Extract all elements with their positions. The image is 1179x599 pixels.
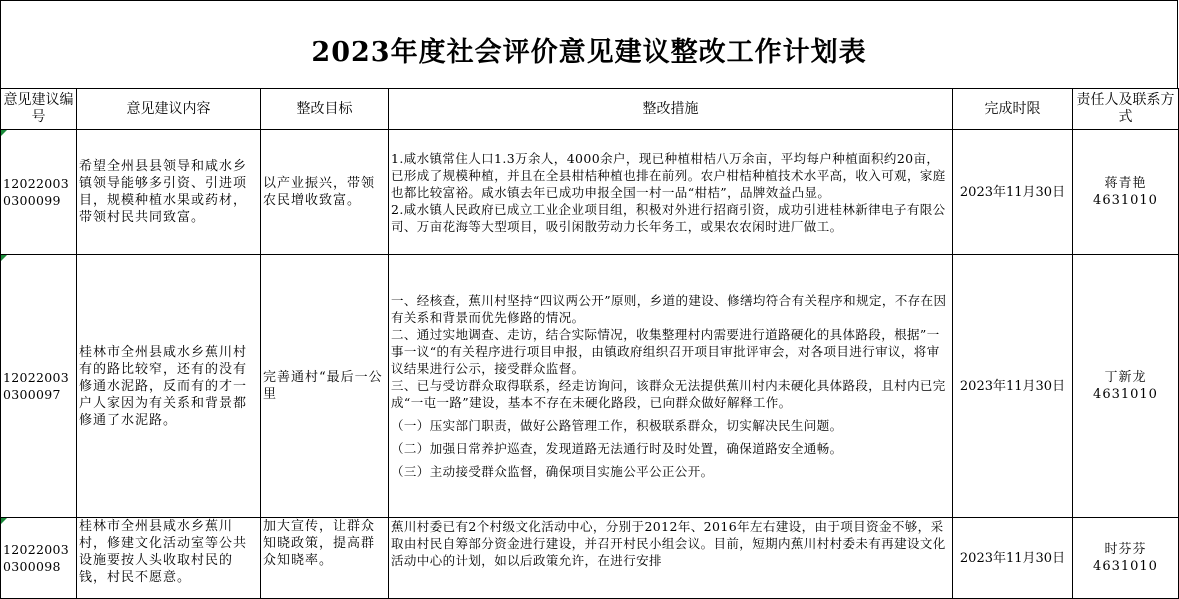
- cell-deadline[interactable]: 2023年11月30日: [953, 255, 1073, 518]
- cell-marker: [1, 255, 7, 261]
- measure-text: 2.咸水镇人民政府已成立工业企业项目组，积极对外进行招商引资，成功引进桂林新律电子有限公司、万亩花海等大型项目，吸引闲散劳动力长年务工，或果农农闲时进厂做工。: [391, 201, 946, 234]
- cell-responsible[interactable]: [1073, 518, 1179, 599]
- table-row: [1, 518, 1179, 599]
- table-row: [1, 130, 1179, 255]
- person-name: 蒋青艳: [1104, 176, 1147, 191]
- cell-goal[interactable]: 以产业振兴，带领农民增收致富。: [261, 130, 389, 255]
- suggestion-id: 120220030300099: [3, 176, 70, 208]
- cell-content[interactable]: 希望全州县县领导和咸水乡镇领导能够多引资、引进项目，规模种植水果或药材，带领村民共同致富。: [77, 130, 261, 255]
- cell-measures[interactable]: [389, 255, 953, 518]
- cell-responsible[interactable]: [1073, 130, 1179, 255]
- header-content[interactable]: 意见建议内容: [77, 89, 261, 130]
- measure-text: 蕉川村委已有2个村级文化活动中心，分别于2012年、2016年左右建设，由于项目资金不够，采取由村民自筹部分资金进行建设，并召开村民小组会议。目前，短期内蕉川村村委未有再建设文化活动中心的计划，如以后政策允许，在进行安排: [391, 519, 946, 568]
- suggestion-id: 120220030300097: [3, 370, 70, 402]
- cell-responsible[interactable]: [1073, 255, 1179, 518]
- title-cell[interactable]: [0, 0, 1178, 89]
- cell-goal[interactable]: 完善通村“最后一公里: [261, 255, 389, 518]
- person-name: 时芬芬: [1104, 542, 1147, 557]
- plan-table: [0, 88, 1179, 599]
- person-phone: 4631010: [1093, 193, 1158, 208]
- table-row: [1, 255, 1179, 518]
- page-title: 2023年度社会评价意见建议整改工作计划表: [311, 37, 867, 68]
- cell-measures[interactable]: [389, 130, 953, 255]
- header-deadline[interactable]: 完成时限: [953, 89, 1073, 130]
- cell-content[interactable]: 桂林市全州县咸水乡蕉川村有的路比较窄，还有的没有修通水泥路，反而有的才一户人家因为有关系和背景都修通了水泥路。: [77, 255, 261, 518]
- measure-text: 1.咸水镇常住人口1.3万余人，4000余户，现已种植柑桔八万余亩，平均每户种植面积约20亩，已形成了规模种植，并且在全县柑桔种植也排在前列。农户柑桔种植技术水平高，收入可观，家庭也都比较富裕。咸水镇去年已成功申报全国一村一品“柑桔”，品牌效益凸显。: [391, 150, 946, 200]
- cell-id[interactable]: [1, 518, 77, 599]
- header-goal[interactable]: 整改目标: [261, 89, 389, 130]
- measure-text: 三、已与受访群众取得联系，经走访询问，该群众无法提供蕉川村内未硬化具体路段，且村内已完成“一屯一路”建设，基本不存在未硬化路段，已向群众做好解释工作。: [391, 378, 946, 410]
- header-id[interactable]: 意见建议编号: [1, 89, 77, 130]
- suggestion-id: 120220030300098: [3, 542, 70, 574]
- header-row: [1, 89, 1179, 130]
- person-phone: 4631010: [1093, 559, 1158, 574]
- cell-deadline[interactable]: 2023年11月30日: [953, 130, 1073, 255]
- cell-deadline[interactable]: 2023年11月30日: [953, 518, 1073, 599]
- cell-id[interactable]: [1, 130, 77, 255]
- cell-marker: [1, 130, 7, 136]
- cell-id[interactable]: [1, 255, 77, 518]
- measure-text: （二）加强日常养护巡查，发现道路无法通行时及时处置，确保道路安全通畅。: [391, 441, 843, 456]
- cell-measures[interactable]: [389, 518, 953, 599]
- header-responsible[interactable]: 责任人及联系方式: [1073, 89, 1179, 130]
- measure-text: （三）主动接受群众监督，确保项目实施公平公正公开。: [391, 464, 714, 479]
- person-phone: 4631010: [1093, 387, 1158, 402]
- measure-text: （一）压实部门职责，做好公路管理工作，积极联系群众，切实解决民生问题。: [391, 418, 843, 433]
- cell-content[interactable]: 桂林市全州县咸水乡蕉川村，修建文化活动室等公共设施要按人头收取村民的钱，村民不愿意。: [77, 518, 261, 599]
- header-measures[interactable]: 整改措施: [389, 89, 953, 130]
- person-name: 丁新龙: [1104, 370, 1147, 385]
- measure-text: 一、经核查，蕉川村坚持“四议两公开”原则，乡道的建设、修缮均符合有关程序和规定，不存在因有关系和背景而优先修路的情况。: [391, 293, 947, 325]
- cell-goal[interactable]: 加大宣传，让群众知晓政策，提高群众知晓率。: [261, 518, 389, 599]
- measure-text: 二、通过实地调查、走访，结合实际情况，收集整理村内需要进行道路硬化的具体路段，根据”一事一议“的有关程序进行项目申报，由镇政府组织召开项目审批评审会，对各项目进行审议，将审议结果进行公示，接受群众监督。: [391, 327, 940, 376]
- cell-marker: [1, 518, 7, 524]
